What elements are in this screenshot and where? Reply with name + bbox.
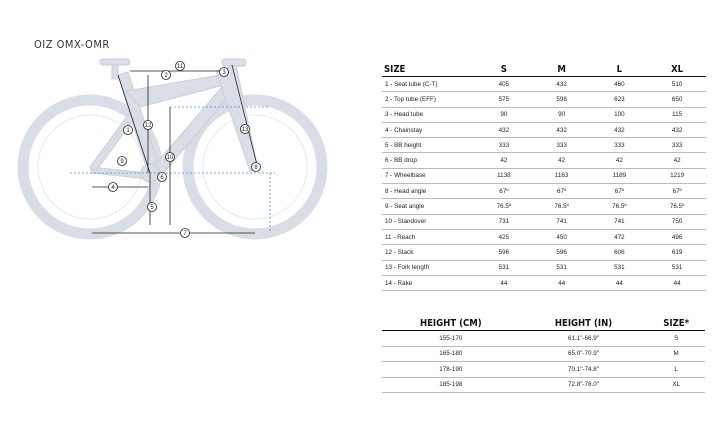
cell-value: 165-180 bbox=[382, 346, 520, 362]
row-label: 2 - Top tube (EFF) bbox=[382, 92, 475, 107]
svg-text:8: 8 bbox=[254, 165, 258, 171]
cell-value: 1189 bbox=[591, 168, 649, 183]
cell-value: 575 bbox=[475, 92, 533, 107]
cell-value: 42 bbox=[648, 153, 706, 168]
table-row bbox=[382, 153, 706, 168]
row-label: 3 - Head tube bbox=[382, 107, 475, 122]
row-label: 9 - Seat angle bbox=[382, 199, 475, 214]
cell-value: 1138 bbox=[475, 168, 533, 183]
cell-value: M bbox=[647, 346, 705, 362]
label-badge bbox=[176, 62, 185, 71]
table-row bbox=[382, 229, 706, 244]
page-title: OIZ OMX-OMR bbox=[34, 38, 110, 51]
label-badge bbox=[241, 125, 250, 134]
cell-value: 432 bbox=[591, 122, 649, 137]
cell-value: 425 bbox=[475, 229, 533, 244]
label-badge bbox=[162, 71, 171, 80]
svg-text:1: 1 bbox=[126, 128, 130, 134]
svg-text:2: 2 bbox=[164, 73, 168, 79]
cell-value: 510 bbox=[648, 77, 706, 92]
table-row bbox=[382, 260, 706, 275]
table-row bbox=[382, 331, 705, 347]
cell-value: 67º bbox=[475, 184, 533, 199]
cell-value: 90 bbox=[533, 107, 591, 122]
cell-value: 750 bbox=[648, 214, 706, 229]
cell-value: 496 bbox=[648, 229, 706, 244]
cell-value: 333 bbox=[475, 138, 533, 153]
cell-value: 1219 bbox=[648, 168, 706, 183]
table-row bbox=[382, 346, 705, 362]
table-row bbox=[382, 377, 705, 393]
cell-value: 42 bbox=[475, 153, 533, 168]
cell-value: 606 bbox=[591, 245, 649, 260]
svg-text:11: 11 bbox=[176, 64, 184, 70]
row-label: 8 - Head angle bbox=[382, 184, 475, 199]
label-badge bbox=[158, 173, 167, 182]
geometry-header-row bbox=[382, 62, 706, 77]
cell-value: 72.8"-78.0" bbox=[520, 377, 648, 393]
cell-value: 67º bbox=[533, 184, 591, 199]
label-badge bbox=[166, 153, 175, 162]
cell-value: 44 bbox=[648, 275, 706, 290]
cell-value: S bbox=[647, 331, 705, 347]
table-row bbox=[382, 138, 706, 153]
cell-value: 619 bbox=[648, 245, 706, 260]
stem bbox=[222, 59, 246, 66]
cell-value: 90 bbox=[475, 107, 533, 122]
svg-text:10: 10 bbox=[166, 155, 174, 161]
cell-value: 185-198 bbox=[382, 377, 520, 393]
table-row bbox=[382, 122, 706, 137]
label-badge bbox=[181, 229, 190, 238]
seatstay bbox=[90, 115, 134, 171]
svg-text:4: 4 bbox=[111, 185, 115, 191]
header-l: L bbox=[591, 62, 649, 77]
row-label: 6 - BB drop bbox=[382, 153, 475, 168]
row-label: 12 - Stack bbox=[382, 245, 475, 260]
label-badge bbox=[252, 163, 261, 172]
svg-text:13: 13 bbox=[241, 127, 249, 133]
cell-value: 61.1"-66.9" bbox=[520, 331, 648, 347]
cell-value: 178-190 bbox=[382, 362, 520, 378]
row-label: 1 - Seat tube (C-T) bbox=[382, 77, 475, 92]
cell-value: 432 bbox=[648, 122, 706, 137]
bike-geometry-diagram bbox=[0, 45, 360, 255]
cell-value: 460 bbox=[591, 77, 649, 92]
table-row bbox=[382, 184, 706, 199]
cell-value: 115 bbox=[648, 107, 706, 122]
cell-value: 76.5º bbox=[475, 199, 533, 214]
cell-value: 1163 bbox=[533, 168, 591, 183]
sizing-header-row bbox=[382, 317, 705, 331]
cell-value: 76.5º bbox=[648, 199, 706, 214]
geometry-table bbox=[382, 62, 706, 291]
cell-value: 623 bbox=[591, 92, 649, 107]
cell-value: 333 bbox=[591, 138, 649, 153]
label-badge bbox=[148, 203, 157, 212]
header-height-cm: HEIGHT (CM) bbox=[382, 317, 520, 331]
header-s: S bbox=[475, 62, 533, 77]
cell-value: 100 bbox=[591, 107, 649, 122]
header-height-in: HEIGHT (IN) bbox=[520, 317, 648, 331]
cell-value: 76.5º bbox=[591, 199, 649, 214]
row-label: 14 - Rake bbox=[382, 275, 475, 290]
table-row bbox=[382, 107, 706, 122]
cell-value: 333 bbox=[533, 138, 591, 153]
cell-value: XL bbox=[647, 377, 705, 393]
row-label: 10 - Standover bbox=[382, 214, 475, 229]
cell-value: 67º bbox=[648, 184, 706, 199]
cell-value: 432 bbox=[533, 122, 591, 137]
label-badge bbox=[220, 68, 229, 77]
row-label: 7 - Wheelbase bbox=[382, 168, 475, 183]
table-row bbox=[382, 92, 706, 107]
cell-value: 596 bbox=[475, 245, 533, 260]
cell-value: 67º bbox=[591, 184, 649, 199]
cell-value: 598 bbox=[533, 92, 591, 107]
fork bbox=[216, 65, 258, 171]
cell-value: 731 bbox=[475, 214, 533, 229]
cell-value: 70.1"-74.8" bbox=[520, 362, 648, 378]
cell-value: 650 bbox=[648, 92, 706, 107]
svg-text:9: 9 bbox=[120, 159, 124, 165]
header-size: SIZE* bbox=[647, 317, 705, 331]
table-row bbox=[382, 245, 706, 260]
cell-value: 333 bbox=[648, 138, 706, 153]
row-label: 5 - BB height bbox=[382, 138, 475, 153]
cell-value: 405 bbox=[475, 77, 533, 92]
row-label: 11 - Reach bbox=[382, 229, 475, 244]
cell-value: 741 bbox=[591, 214, 649, 229]
table-row bbox=[382, 168, 706, 183]
cell-value: 741 bbox=[533, 214, 591, 229]
table-row bbox=[382, 77, 706, 92]
cell-value: 450 bbox=[533, 229, 591, 244]
cell-value: 42 bbox=[591, 153, 649, 168]
header-size: SIZE bbox=[382, 62, 475, 77]
cell-value: 432 bbox=[533, 77, 591, 92]
row-label: 13 - Fork length bbox=[382, 260, 475, 275]
table-row bbox=[382, 362, 705, 378]
svg-text:3: 3 bbox=[222, 70, 226, 76]
cell-value: 472 bbox=[591, 229, 649, 244]
label-badge bbox=[109, 183, 118, 192]
cell-value: 76.5º bbox=[533, 199, 591, 214]
svg-text:5: 5 bbox=[150, 205, 154, 211]
svg-text:7: 7 bbox=[183, 231, 187, 237]
svg-text:12: 12 bbox=[144, 123, 152, 129]
cell-value: L bbox=[647, 362, 705, 378]
cell-value: 531 bbox=[591, 260, 649, 275]
header-m: M bbox=[533, 62, 591, 77]
cell-value: 531 bbox=[533, 260, 591, 275]
cell-value: 44 bbox=[591, 275, 649, 290]
cell-value: 596 bbox=[533, 245, 591, 260]
table-row bbox=[382, 214, 706, 229]
saddle bbox=[100, 59, 130, 65]
label-badge bbox=[144, 121, 153, 130]
cell-value: 44 bbox=[533, 275, 591, 290]
table-row bbox=[382, 275, 706, 290]
cell-value: 44 bbox=[475, 275, 533, 290]
table-row bbox=[382, 199, 706, 214]
label-badge bbox=[124, 126, 133, 135]
svg-text:6: 6 bbox=[160, 175, 164, 181]
sizing-table bbox=[382, 317, 705, 393]
cell-value: 531 bbox=[475, 260, 533, 275]
cell-value: 65.0"-70.9" bbox=[520, 346, 648, 362]
row-label: 4 - Chainstay bbox=[382, 122, 475, 137]
header-xl: XL bbox=[648, 62, 706, 77]
cell-value: 432 bbox=[475, 122, 533, 137]
label-badge bbox=[118, 157, 127, 166]
cell-value: 155-170 bbox=[382, 331, 520, 347]
cell-value: 42 bbox=[533, 153, 591, 168]
cell-value: 531 bbox=[648, 260, 706, 275]
